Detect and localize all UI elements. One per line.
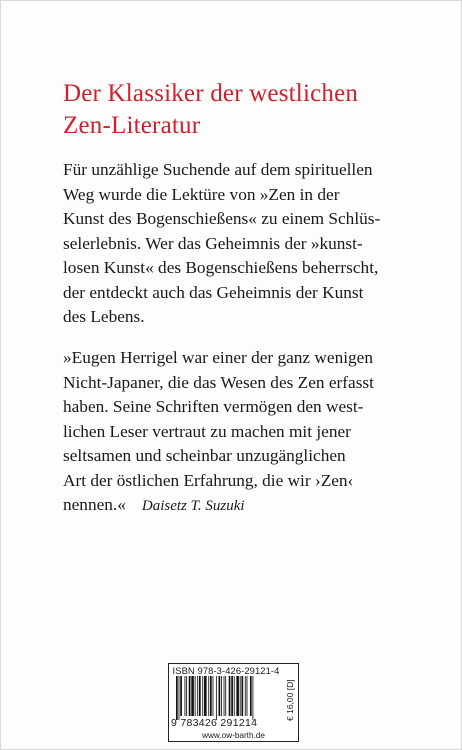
text-line: lichen Leser vertraut zu machen mit jener: [63, 421, 351, 441]
barcode-bar: [179, 676, 180, 720]
barcode-bar: [234, 676, 235, 716]
headline: [63, 78, 423, 142]
barcode-bar: [253, 676, 254, 720]
publisher-url: www.ow-barth.de: [202, 731, 265, 740]
text-line: seltsamen und scheinbar unzugänglichen: [63, 446, 346, 465]
quote-ending: nennen.«: [63, 495, 126, 514]
barcode-bar: [219, 676, 221, 716]
text-line: der entdeckt auch das Geheimnis der Kunst: [63, 282, 364, 302]
barcode-bar: [216, 676, 217, 720]
barcode-bar: [204, 676, 207, 716]
barcode-bar: [176, 676, 178, 720]
quote-attribution: Daisetz T. Suzuki: [141, 498, 245, 514]
text-line: Art der östlichen Erfahrung, die wir ›Zen‹: [63, 470, 354, 490]
barcode-bar: [213, 676, 214, 716]
barcode-bar: [195, 676, 196, 716]
description-paragraph: [63, 158, 423, 330]
barcode-bars: [173, 676, 283, 720]
barcode-bar: [185, 676, 186, 716]
text-line: des Lebens.: [63, 307, 145, 326]
barcode-box: [168, 663, 299, 742]
barcode-bar: [202, 676, 203, 716]
barcode-bar: [191, 676, 194, 716]
barcode-bar: [210, 676, 212, 716]
text-line: selerlebnis. Wer das Geheimnis der »kunst-: [63, 233, 363, 253]
barcode-bar: [221, 676, 222, 716]
text-line: Nicht-Japaner, die das Wesen des Zen erfasst: [63, 372, 374, 392]
barcode-bar: [250, 676, 252, 716]
text-line: Weg wurde die Lektüre von »Zen in der: [63, 184, 340, 204]
barcode-bar: [236, 676, 239, 716]
text-line-last: [63, 493, 423, 519]
barcode-bar: [197, 676, 198, 716]
text-line: Für unzählige Suchende auf dem spirituellen: [63, 160, 373, 179]
barcode-bar: [186, 676, 187, 716]
barcode-bar: [240, 676, 241, 716]
barcode-digits: 9 783426 291214: [171, 717, 258, 729]
barcode-bar: [224, 676, 225, 716]
price-label: € 16,00 [D]: [285, 679, 295, 722]
text-line: »Eugen Herrigel war einer der ganz wenigen: [63, 348, 373, 367]
barcode-bar: [241, 676, 243, 716]
barcode-bar: [231, 676, 233, 716]
barcode-bar: [208, 676, 209, 716]
quote-paragraph: [63, 346, 423, 519]
text-line: losen Kunst« des Bogenschießens beherrscht,: [63, 258, 379, 277]
barcode-bar: [229, 676, 231, 716]
barcode-bar: [189, 676, 191, 716]
barcode-bar: [180, 676, 182, 716]
barcode-bar: [247, 676, 248, 716]
isbn-label: ISBN 978-3-426-29121-4: [172, 665, 280, 676]
barcode-bar: [199, 676, 201, 716]
text-line: Kunst des Bogenschießens« zu einem Schlüs-: [63, 209, 381, 228]
barcode-bar: [245, 676, 246, 716]
barcode-bar: [225, 676, 226, 716]
text-line: haben. Seine Schriften vermögen den west-: [63, 397, 364, 416]
headline-line: Zen-Literatur: [63, 112, 201, 139]
headline-line: Der Klassiker der westlichen: [63, 80, 359, 107]
